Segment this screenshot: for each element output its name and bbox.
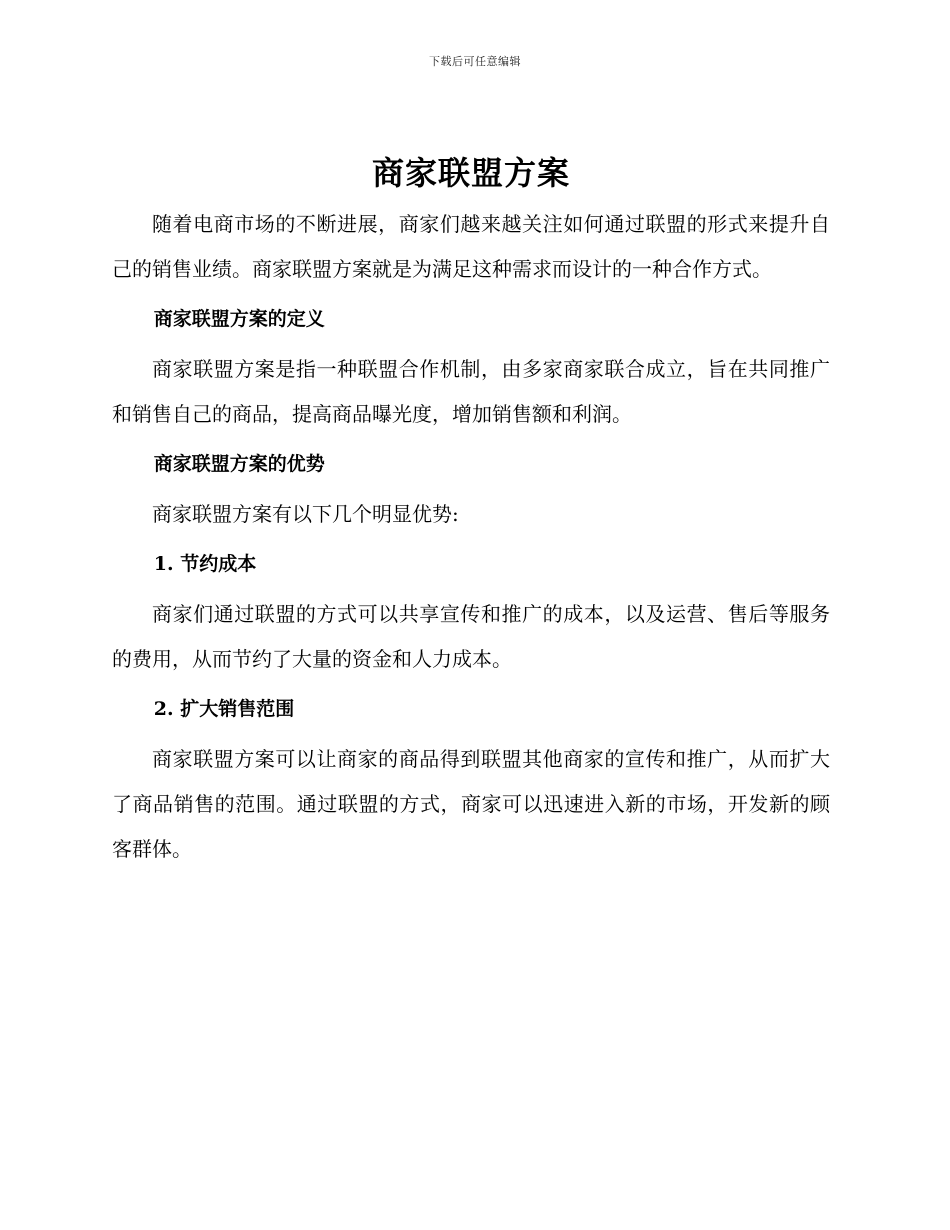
expand-sales-paragraph: 商家联盟方案可以让商家的商品得到联盟其他商家的宣传和推广，从而扩大了商品销售的范围。通过联盟的方式，商家可以迅速进入新的市场，开发新的顾客群体。: [112, 747, 830, 861]
intro-paragraph: 随着电商市场的不断进展，商家们越来越关注如何通过联盟的形式来提升自己的销售业绩。商家联盟方案就是为满足这种需求而设计的一种合作方式。: [112, 212, 830, 281]
section-heading-definition: 商家联盟方案的定义: [153, 308, 325, 330]
section-heading-expand-sales: 2. 扩大销售范围: [153, 698, 295, 720]
definition-paragraph: 商家联盟方案是指一种联盟合作机制，由多家商家联合成立，旨在共同推广和销售自己的商品，提高商品曝光度，增加销售额和利润。: [112, 357, 830, 426]
section-heading-advantages: 商家联盟方案的优势: [153, 453, 325, 475]
save-cost-paragraph: 商家们通过联盟的方式可以共享宣传和推广的成本，以及运营、售后等服务的费用，从而节约了大量的资金和人力成本。: [112, 602, 830, 671]
section-heading-save-cost: 1. 节约成本: [153, 553, 257, 575]
advantages-paragraph: 商家联盟方案有以下几个明显优势:: [152, 502, 459, 526]
document-title: 商家联盟方案: [371, 154, 570, 192]
document-body: [112, 148, 830, 877]
header-note: 下载后可任意编辑: [429, 55, 521, 68]
